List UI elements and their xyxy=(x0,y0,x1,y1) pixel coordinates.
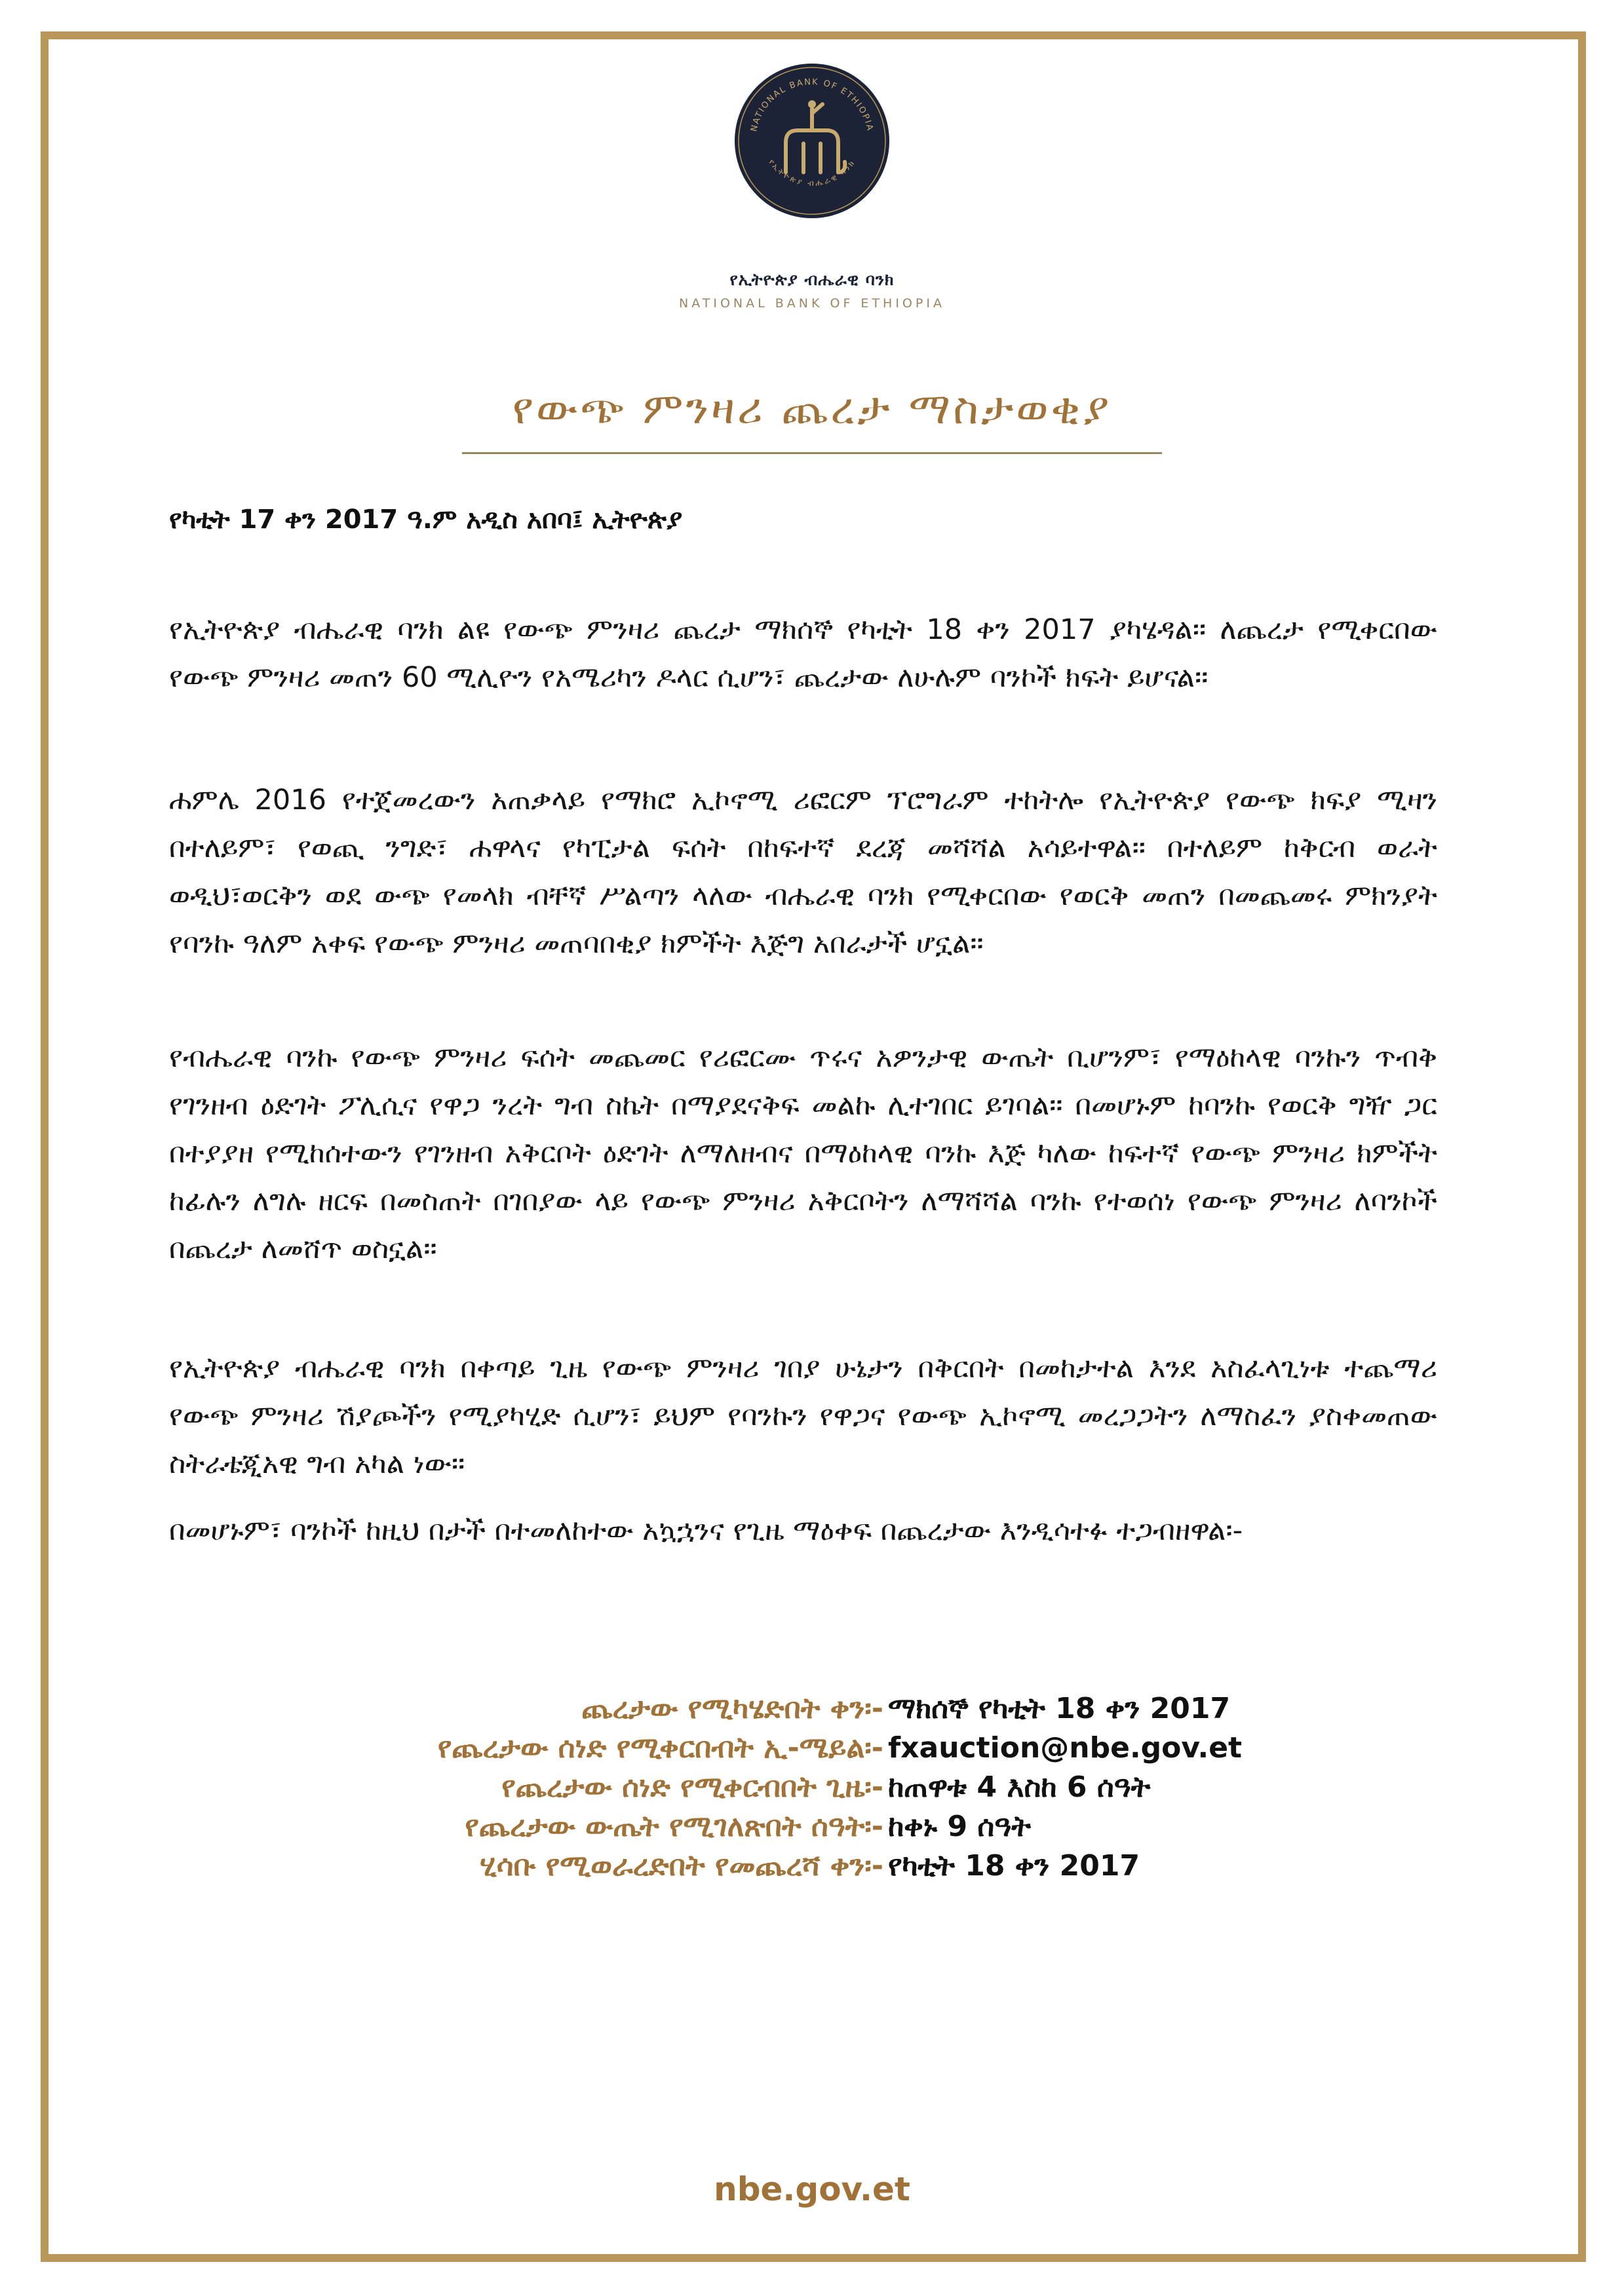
detail-label: ጨረታው የሚካሄድበት ቀን፡- xyxy=(581,1692,883,1725)
paragraph: የኢትዮጵያ ብሔራዊ ባንክ በቀጣይ ጊዜ የውጭ ምንዛሪ ገበያ ሁኔታን በቅርበት በመከታተል እንደ አስፈላጊነቱ ተጨማሪ የውጭ ምንዛሪ ሽያጮችን የሚያካሂድ ሲሆን፣ ይህም የባንኩን የዋጋና የውጭ ኢኮኖሚ መረጋጋትን ለማስፈን ያስቀመጠው ስትራቴጂአዊ ግብ አካል ነው፡፡ xyxy=(169,1352,1437,1480)
detail-value: የካቲት 18 ቀን 2017 xyxy=(888,1849,1140,1883)
detail-label: ሂሳቡ የሚወራረድበት የመጨረሻ ቀን፡- xyxy=(480,1849,883,1883)
detail-row xyxy=(0,1810,1624,1849)
paragraph: የኢትዮጵያ ብሔራዊ ባንክ ልዩ የውጭ ምንዛሪ ጨረታ ማክሰኞ የካቲት 18 ቀን 2017 ያካሄዳል፡፡ ለጨረታ የሚቀርበው የውጭ ምንዛሪ መጠን 60 ሚሊዮን የአሜሪካን ዶላር ሲሆን፣ ጨረታው ለሁሉም ባንኮች ክፍት ይሆናል፡፡ xyxy=(169,613,1437,694)
detail-value: ማክሰኞ የካቲት 18 ቀን 2017 xyxy=(888,1692,1231,1725)
svg-text:NATIONAL BANK OF ETHIOPIA: NATIONAL BANK OF ETHIOPIA xyxy=(749,77,875,133)
paragraph: በመሆኑም፣ ባንኮች ከዚህ በታች በተመለከተው አኳኋንና የጊዜ ማዕቀፍ በጨረታው እንዲሳተፉ ተጋብዘዋል፡- xyxy=(169,1514,1243,1547)
detail-label: የጨረታው ሰነድ የሚቀርብበት ጊዜ፡- xyxy=(501,1770,883,1804)
detail-row xyxy=(0,1770,1624,1810)
national-bank-seal-logo xyxy=(733,62,891,220)
email-link[interactable]: fxauction@nbe.gov.et xyxy=(888,1731,1243,1765)
website-link[interactable]: nbe.gov.et xyxy=(714,2170,910,2208)
detail-row xyxy=(0,1731,1624,1770)
title-underline xyxy=(462,452,1162,454)
paragraph: የብሔራዊ ባንኩ የውጭ ምንዛሪ ፍሰት መጨመር የሪፎርሙ ጥሩና አዎንታዊ ውጤት ቢሆንም፣ የማዕከላዊ ባንኩን ጥብቅ የገንዘብ ዕድገት ፖሊሲና የዋጋ ንረት ግብ ስኬት በማያደናቅፍ መልኩ ሊተገበር ይገባል፡፡ በመሆኑም ከባንኩ የወርቅ ግዥ ጋር በተያያዘ የሚከሰተውን የገንዘብ አቅርቦት ዕድገት ለማለዘብና በማዕከላዊ ባንኩ እጅ ካለው ከፍተኛ የውጭ ምንዛሪ ክምችት ከፊሉን ለግሉ ዘርፍ በመስጠት በገበያው ላይ የውጭ ምንዛሪ አቅርቦትን ለማሻሻል ባንኩ የተወሰነ የውጭ ምንዛሪ ለባንኮች በጨረታ ለመሸጥ ወስኗል፡፡ xyxy=(169,1041,1437,1265)
paragraph: ሐምሌ 2016 የተጀመረውን አጠቃላይ የማክሮ ኢኮኖሚ ሪፎርም ፕሮግራም ተከትሎ የኢትዮጵያ የውጭ ክፍያ ሚዛን በተለይም፣ የወጪ ንግድ፣ ሐዋላና የካፒታል ፍሰት በከፍተኛ ደረጃ መሻሻል አሳይተዋል፡፡ በተለይም ከቅርብ ወራት ወዲህ፣ወርቅን ወደ ውጭ የመላክ ብቸኛ ሥልጣን ላለው ብሔራዊ ባንክ የሚቀርበው የወርቅ መጠን በመጨመሩ ምክንያት የባንኩ ዓለም አቀፍ የውጭ ምንዛሪ መጠባበቂያ ክምችት እጅግ አበራታች ሆኗል፡፡ xyxy=(169,784,1437,960)
bank-name-english: NATIONAL BANK OF ETHIOPIA xyxy=(679,296,945,311)
detail-value: ከቀኑ 9 ሰዓት xyxy=(888,1810,1031,1843)
dateline: የካቲት 17 ቀን 2017 ዓ.ም አዲስ አበባ፤ ኢትዮጵያ xyxy=(169,505,683,535)
detail-row xyxy=(0,1692,1624,1731)
detail-label: የጨረታው ውጤት የሚገለጽበት ሰዓት፡- xyxy=(465,1810,883,1843)
bank-name-amharic: የኢትዮጵያ ብሔራዊ ባንክ xyxy=(729,270,895,289)
svg-text:የኢትዮጵያ ብሔራዊ ባንክ: የኢትዮጵያ ብሔራዊ ባንክ xyxy=(767,157,857,188)
detail-row xyxy=(0,1849,1624,1888)
notice-title: የውጭ ምንዛሪ ጨረታ ማስታወቂያ xyxy=(512,383,1112,434)
detail-label: የጨረታው ሰነድ የሚቀርበብት ኢ-ሜይል፡- xyxy=(437,1731,883,1765)
detail-value: ከጠዋቱ 4 እስከ 6 ሰዓት xyxy=(888,1770,1151,1804)
